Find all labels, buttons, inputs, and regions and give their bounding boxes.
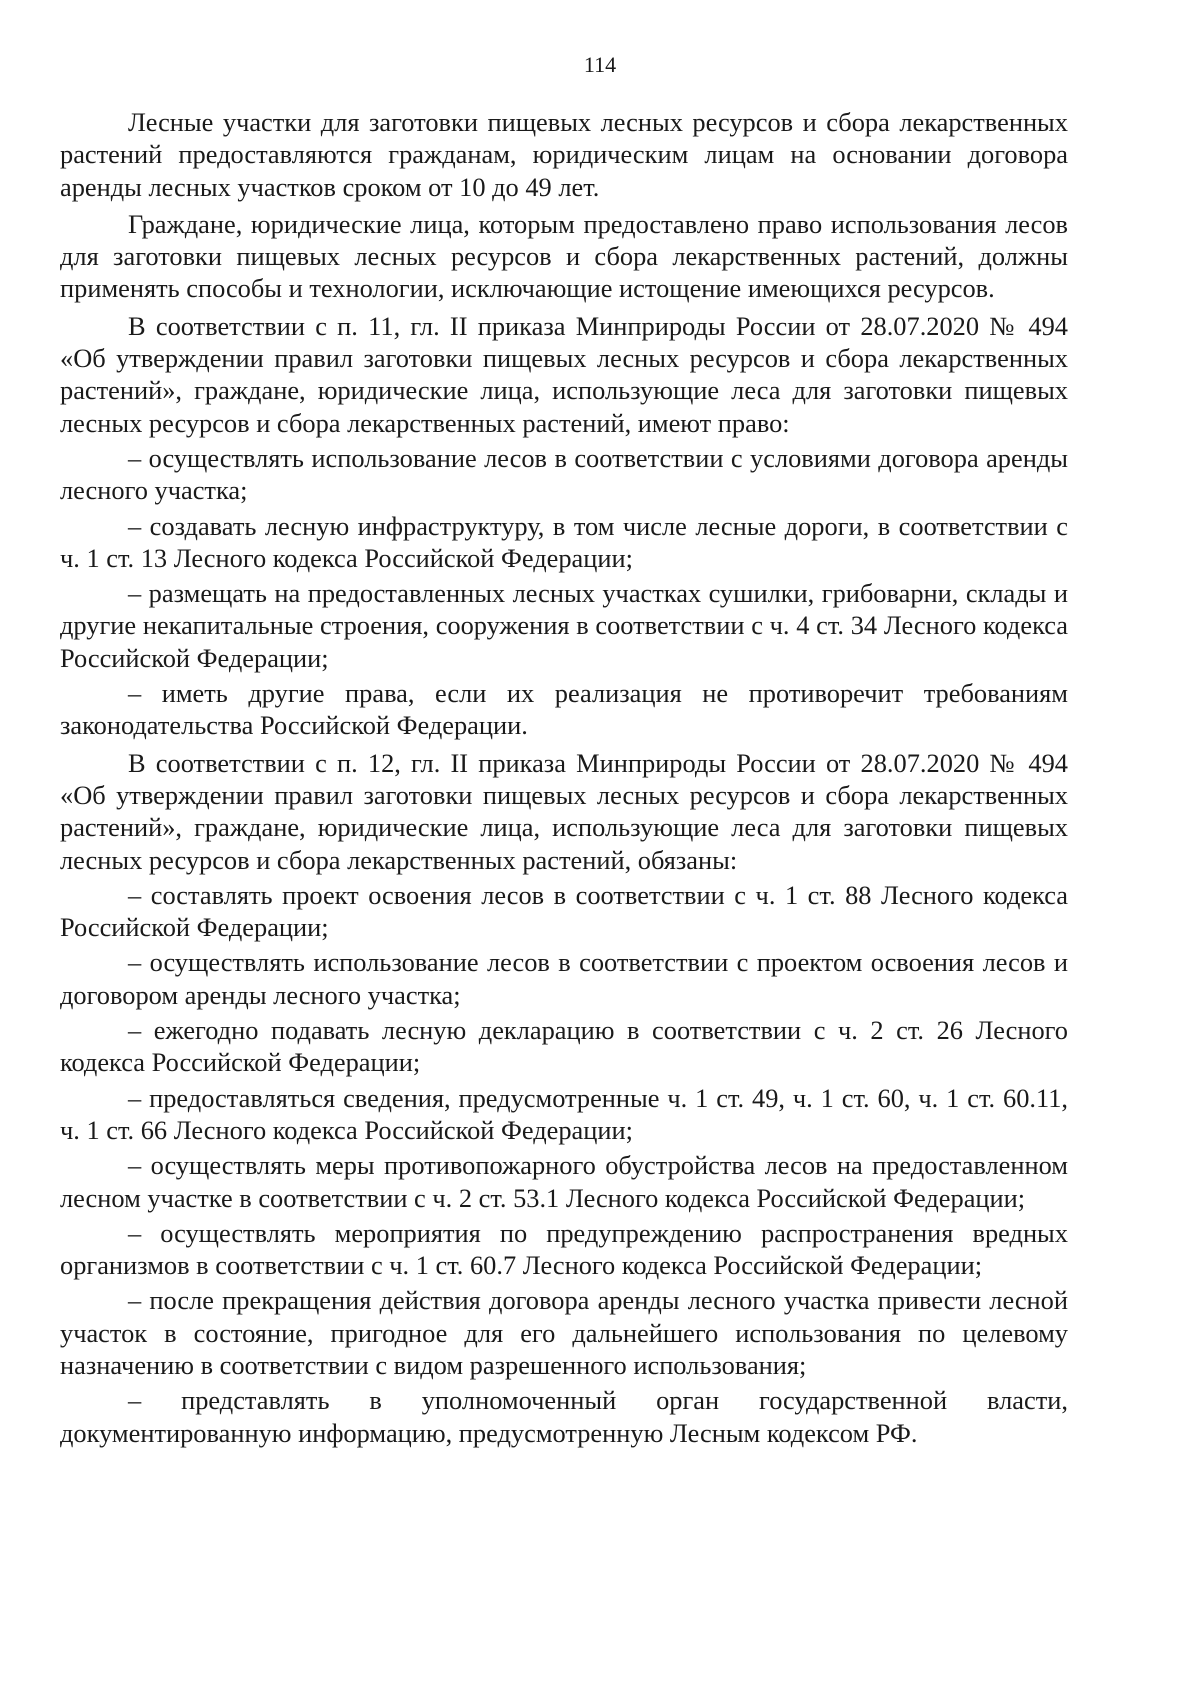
list-item-right: – иметь другие права, если их реализация не противоречит требованиям законодательства Российской Федерации. xyxy=(60,678,1068,741)
list-item-duty: – осуществлять использование лесов в соответствии с проектом освоения лесов и договором аренды лесного участка; xyxy=(60,947,1068,1010)
list-item-duty: – представлять в уполномоченный орган государственной власти, документированную информацию, предусмотренную Лесным кодексом РФ. xyxy=(60,1385,1068,1448)
list-item-duty: – составлять проект освоения лесов в соответствии с ч. 1 ст. 88 Лесного кодекса Российской Федерации; xyxy=(60,879,1068,943)
list-item-right: – осуществлять использование лесов в соответствии с условиями договора аренды лесного участка; xyxy=(60,442,1068,506)
list-item-duty: – после прекращения действия договора аренды лесного участка привести лесной участок в состояние, пригодное для его дальнейшего использования по целевому назначению в соответствии с видом разрешенного использования; xyxy=(60,1285,1068,1380)
list-item-duty: – осуществлять меры противопожарного обустройства лесов на предоставленном лесном участке в соответствии с ч. 2 ст. 53.1 Лесного кодекса Российской Федерации; xyxy=(60,1150,1068,1213)
paragraph-resource-methods: Граждане, юридические лица, которым предоставлено право использования лесов для заготовки пищевых лесных ресурсов и сбора лекарственных растений, должны применять способы и технологии, исключающие истощение имеющихся ресурсов. xyxy=(60,208,1068,304)
list-item-duty: – ежегодно подавать лесную декларацию в соответствии с ч. 2 ст. 26 Лесного кодекса Российской Федерации; xyxy=(60,1015,1068,1078)
paragraph-duties-intro: В соответствии с п. 12, гл. II приказа Минприроды России от 28.07.2020 № 494 «Об утверждении правил заготовки пищевых лесных ресурсов и сбора лекарственных растений», граждане, юридические лица, использующие леса для заготовки пищевых лесных ресурсов и сбора лекарственных растений, обязаны: xyxy=(60,747,1068,875)
page-number: 114 xyxy=(583,52,617,77)
list-item-duty: – предоставляться сведения, предусмотренные ч. 1 ст. 49, ч. 1 ст. 60, ч. 1 ст. 60.11, ч. 1 ст. 66 Лесного кодекса Российской Федерации; xyxy=(60,1082,1068,1145)
paragraph-lease-terms: Лесные участки для заготовки пищевых лесных ресурсов и сбора лекарственных растений предоставляются гражданам, юридическим лицам на основании договора аренды лесных участков сроком от 10 до 49 лет. xyxy=(60,107,1068,202)
list-item-duty: – осуществлять мероприятия по предупреждению распространения вредных организмов в соответствии с ч. 1 ст. 60.7 Лесного кодекса Российской Федерации; xyxy=(60,1217,1068,1281)
list-item-right: – размещать на предоставленных лесных участках сушилки, грибоварни, склады и другие некапитальные строения, сооружения в соответствии с ч. 4 ст. 34 Лесного кодекса Российской Федерации; xyxy=(60,578,1068,673)
paragraph-rights-intro: В соответствии с п. 11, гл. II приказа Минприроды России от 28.07.2020 № 494 «Об утверждении правил заготовки пищевых лесных ресурсов и сбора лекарственных растений», граждане, юридические лица, использующие леса для заготовки пищевых лесных ресурсов и сбора лекарственных растений, имеют право: xyxy=(60,310,1068,438)
document-body xyxy=(60,106,1068,1449)
list-item-right: – создавать лесную инфраструктуру, в том числе лесные дороги, в соответствии с ч. 1 ст. 13 Лесного кодекса Российской Федерации; xyxy=(60,510,1068,573)
